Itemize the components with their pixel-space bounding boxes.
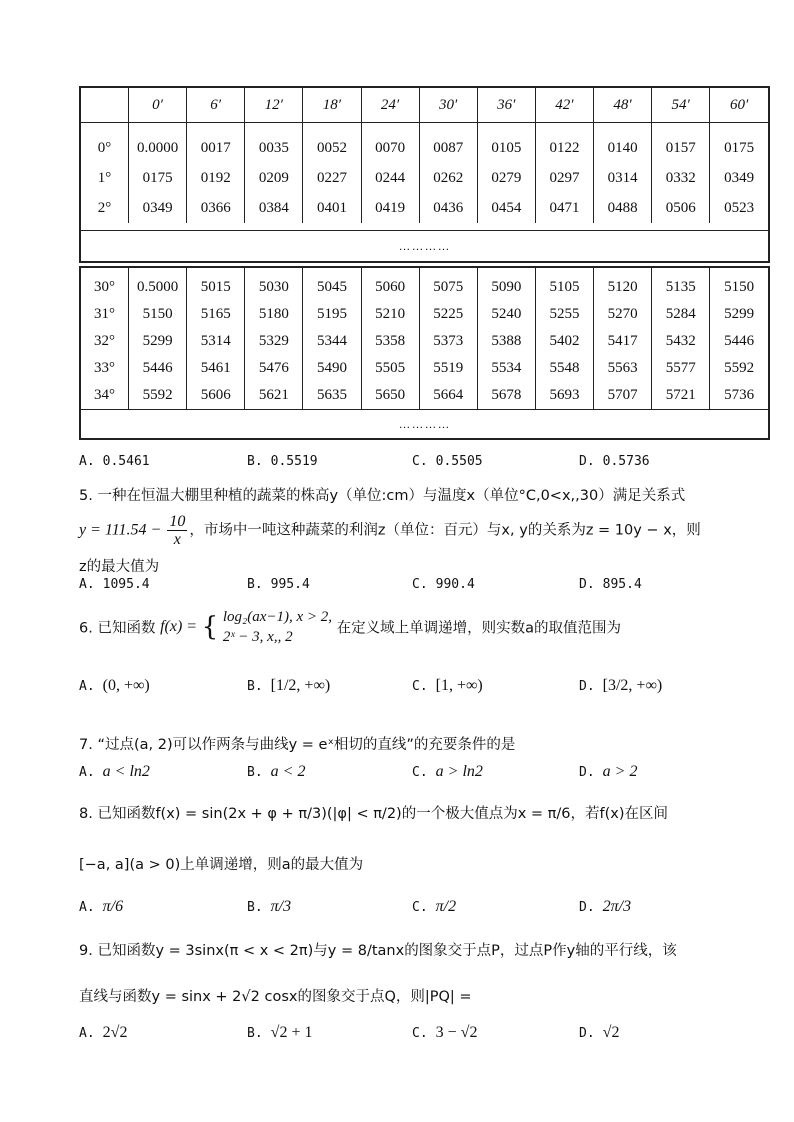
table-row — [81, 193, 768, 223]
q7-option-b[interactable] — [247, 763, 305, 781]
sine-table-bottom-grid — [81, 268, 768, 409]
table-row — [81, 355, 768, 382]
q9-option-a[interactable] — [79, 1024, 127, 1042]
value-cell: 5721 — [652, 382, 710, 409]
value-cell: 0192 — [187, 163, 245, 193]
value-cell: 5210 — [361, 301, 419, 328]
value-cell: 0244 — [361, 163, 419, 193]
option-key: C. — [412, 900, 428, 915]
option-key: A. — [79, 577, 95, 592]
option-text: [1, +∞) — [435, 677, 483, 694]
option-key: A. — [79, 679, 95, 694]
value-cell: 5461 — [187, 355, 245, 382]
option-text: 990.4 — [435, 577, 475, 592]
option-key: B. — [247, 454, 263, 469]
value-cell: 0366 — [187, 193, 245, 223]
value-cell: 5045 — [303, 268, 361, 301]
q5-option-c[interactable] — [412, 577, 475, 592]
option-text: 1095.4 — [102, 577, 150, 592]
sine-table-bottom — [79, 266, 770, 440]
value-cell: 5563 — [594, 355, 652, 382]
value-cell: 5180 — [245, 301, 303, 328]
value-cell: 5446 — [129, 355, 187, 382]
value-cell: 5299 — [710, 301, 768, 328]
value-cell: 0017 — [187, 123, 245, 164]
value-cell: 0401 — [303, 193, 361, 223]
value-cell: 5240 — [477, 301, 535, 328]
value-cell: 5664 — [419, 382, 477, 409]
value-cell: 5505 — [361, 355, 419, 382]
q6-option-c[interactable] — [412, 677, 483, 695]
value-cell: 0332 — [652, 163, 710, 193]
table-corner-cell — [81, 88, 129, 123]
option-text: [1/2, +∞) — [270, 677, 331, 694]
q9-stem-line1: 9. 已知函数y = 3sinx(π < x < 2π)与y = 8/tanx的图象交于点P，过点P作y轴的平行线，该 — [79, 943, 677, 959]
option-text: [3/2, +∞) — [602, 677, 663, 694]
value-cell: 0436 — [419, 193, 477, 223]
value-cell: 5344 — [303, 328, 361, 355]
option-key: B. — [247, 900, 263, 915]
option-text: a > ln2 — [435, 763, 483, 780]
value-cell: 5519 — [419, 355, 477, 382]
value-cell: 0297 — [535, 163, 593, 193]
value-cell: 0506 — [652, 193, 710, 223]
option-text: 0.5505 — [435, 454, 483, 469]
q5-stem-line2 — [79, 513, 701, 548]
option-text: π/3 — [270, 898, 292, 915]
value-cell: 5090 — [477, 268, 535, 301]
option-text: 895.4 — [602, 577, 642, 592]
q6-option-b[interactable] — [247, 677, 330, 695]
value-cell: 5388 — [477, 328, 535, 355]
q5-stem-line3: z的最大值为 — [79, 559, 160, 575]
degree-cell: 30° — [94, 279, 115, 295]
option-key: B. — [247, 679, 263, 694]
value-cell: 5373 — [419, 328, 477, 355]
degree-cell: 32° — [94, 333, 115, 349]
q6-option-a[interactable] — [79, 677, 150, 695]
value-cell: 0349 — [129, 193, 187, 223]
option-key: C. — [412, 765, 428, 780]
q6-lead: 6. 已知函数 — [79, 620, 156, 637]
value-cell: 5606 — [187, 382, 245, 409]
option-text: (0, +∞) — [102, 677, 150, 694]
degree-cell: 2° — [97, 199, 112, 216]
q5-formula-fraction — [167, 513, 187, 548]
table-row — [81, 123, 768, 164]
minute-header: 24′ — [361, 88, 419, 123]
option-text: √2 + 1 — [270, 1024, 313, 1041]
value-cell: 0227 — [303, 163, 361, 193]
value-cell: 0314 — [594, 163, 652, 193]
q9-option-c[interactable] — [412, 1024, 477, 1042]
q8-stem-line2: [−a, a](a > 0)上单调递增，则a的最大值为 — [79, 857, 364, 873]
degree-cell: 31° — [94, 306, 115, 322]
q7-option-d[interactable] — [579, 763, 637, 781]
option-key: A. — [79, 900, 95, 915]
option-key: C. — [412, 1026, 428, 1041]
value-cell: 5270 — [594, 301, 652, 328]
value-cell: 5150 — [129, 301, 187, 328]
value-cell: 0209 — [245, 163, 303, 193]
value-cell: 0488 — [594, 193, 652, 223]
value-cell: 5693 — [535, 382, 593, 409]
value-cell: 5105 — [535, 268, 593, 301]
value-cell: 5165 — [187, 301, 245, 328]
sine-table-top — [79, 86, 770, 263]
q5-option-d[interactable] — [579, 577, 642, 592]
option-key: C. — [412, 577, 428, 592]
q6-fx: f(x) = — [160, 618, 198, 635]
value-cell: 0157 — [652, 123, 710, 164]
value-cell: 0523 — [710, 193, 768, 223]
value-cell: 0087 — [419, 123, 477, 164]
value-cell: 0175 — [710, 123, 768, 164]
value-cell: 5358 — [361, 328, 419, 355]
q5-option-b[interactable] — [247, 577, 310, 592]
degree-cell: 1° — [97, 169, 112, 186]
value-cell: 5635 — [303, 382, 361, 409]
value-cell: 5255 — [535, 301, 593, 328]
option-text: 995.4 — [270, 577, 310, 592]
value-cell: 5548 — [535, 355, 593, 382]
value-cell: 5417 — [594, 328, 652, 355]
option-text: a < 2 — [270, 763, 306, 780]
value-cell: 5299 — [129, 328, 187, 355]
q6-option-d[interactable] — [579, 677, 662, 695]
q8-option-c[interactable] — [412, 898, 456, 916]
value-cell: 0052 — [303, 123, 361, 164]
option-text: a < ln2 — [102, 763, 150, 780]
value-cell: 5135 — [652, 268, 710, 301]
value-cell: 5402 — [535, 328, 593, 355]
q6-options — [79, 677, 699, 701]
option-key: A. — [79, 1026, 95, 1041]
value-cell: 5476 — [245, 355, 303, 382]
table-row — [81, 301, 768, 328]
value-cell: 0140 — [594, 123, 652, 164]
q9-options — [79, 1024, 699, 1048]
value-cell: 5075 — [419, 268, 477, 301]
value-cell: 5329 — [245, 328, 303, 355]
table-ellipsis: ………… — [81, 409, 768, 438]
value-cell: 0262 — [419, 163, 477, 193]
q9-stem-line2: 直线与函数y = sinx + 2√2 cosx的图象交于点Q，则|PQ| = — [79, 989, 472, 1005]
option-key: B. — [247, 765, 263, 780]
sine-table-top-grid — [81, 88, 768, 223]
minute-header: 54′ — [652, 88, 710, 123]
q6-piecewise — [223, 607, 332, 647]
option-key: B. — [247, 1026, 263, 1041]
q6-stem — [79, 607, 621, 651]
q8-option-b[interactable] — [247, 898, 291, 916]
minute-header: 12′ — [245, 88, 303, 123]
table-ellipsis: ………… — [81, 230, 768, 261]
value-cell: 0.5000 — [129, 268, 187, 301]
table-row — [81, 328, 768, 355]
q8-option-a[interactable] — [79, 898, 123, 916]
option-key: D. — [579, 1026, 595, 1041]
option-key: B. — [247, 577, 263, 592]
value-cell: 5195 — [303, 301, 361, 328]
option-text: π/6 — [102, 898, 124, 915]
q7-option-c[interactable] — [412, 763, 483, 781]
option-text: 0.5736 — [602, 454, 650, 469]
q8-options — [79, 898, 699, 922]
q7-options — [79, 763, 699, 787]
q5-option-a[interactable] — [79, 577, 150, 592]
value-cell: 0419 — [361, 193, 419, 223]
value-cell: 5707 — [594, 382, 652, 409]
q5-stem-line1: 5. 一种在恒温大棚里种植的蔬菜的株高y（单位:cm）与温度x（单位°C,0<x,,30）满足关系式 — [79, 488, 686, 504]
value-cell: 5120 — [594, 268, 652, 301]
option-text: π/2 — [435, 898, 457, 915]
minute-header: 36′ — [477, 88, 535, 123]
q4-option-c[interactable] — [412, 454, 483, 469]
option-key: D. — [579, 900, 595, 915]
option-key: D. — [579, 577, 595, 592]
option-key: C. — [412, 679, 428, 694]
q5-stem-rest: ，市场中一吨这种蔬菜的利润z（单位：百元）与x, y的关系为z = 10y − x，则 — [189, 522, 701, 539]
option-key: D. — [579, 679, 595, 694]
value-cell: 5030 — [245, 268, 303, 301]
value-cell: 5060 — [361, 268, 419, 301]
table-header-row — [81, 88, 768, 123]
value-cell: 5150 — [710, 268, 768, 301]
value-cell: 5678 — [477, 382, 535, 409]
q5-formula-lead: y = 111.54 − — [79, 521, 166, 539]
option-key: D. — [579, 454, 595, 469]
q8-stem-line1: 8. 已知函数f(x) = sin(2x + φ + π/3)(|φ| < π/2)的一个极大值点为x = π/6，若f(x)在区间 — [79, 806, 668, 822]
value-cell: 0384 — [245, 193, 303, 223]
option-text: 0.5519 — [270, 454, 318, 469]
value-cell: 0.0000 — [129, 123, 187, 164]
fraction-denominator: x — [173, 531, 181, 548]
value-cell: 5592 — [129, 382, 187, 409]
option-text: 2√2 — [102, 1024, 128, 1041]
value-cell: 5432 — [652, 328, 710, 355]
value-cell: 0105 — [477, 123, 535, 164]
option-key: A. — [79, 765, 95, 780]
value-cell: 0175 — [129, 163, 187, 193]
value-cell: 5284 — [652, 301, 710, 328]
value-cell: 0349 — [710, 163, 768, 193]
option-text: 2π/3 — [602, 898, 632, 915]
table-row — [81, 163, 768, 193]
q6-rest: 在定义域上单调递增，则实数a的取值范围为 — [336, 620, 622, 637]
q5-options — [79, 577, 699, 601]
value-cell: 5577 — [652, 355, 710, 382]
table-row — [81, 268, 768, 301]
minute-header: 60′ — [710, 88, 768, 123]
value-cell: 5015 — [187, 268, 245, 301]
value-cell: 0454 — [477, 193, 535, 223]
value-cell: 0070 — [361, 123, 419, 164]
value-cell: 5446 — [710, 328, 768, 355]
value-cell: 0471 — [535, 193, 593, 223]
q4-options — [79, 454, 699, 478]
value-cell: 5225 — [419, 301, 477, 328]
q4-option-b[interactable] — [247, 454, 318, 469]
value-cell: 5650 — [361, 382, 419, 409]
q6-case2: 2ˣ − 3, x,, 2 — [222, 629, 293, 645]
q4-option-a[interactable] — [79, 454, 150, 469]
value-cell: 5314 — [187, 328, 245, 355]
fraction-numerator: 10 — [169, 513, 186, 530]
option-text: a > 2 — [602, 763, 638, 780]
q7-option-a[interactable] — [79, 763, 150, 781]
q6-case1: log₂(ax−1), x > 2, — [222, 609, 333, 625]
value-cell: 5736 — [710, 382, 768, 409]
option-text: 0.5461 — [102, 454, 150, 469]
option-text: 3 − √2 — [435, 1024, 478, 1041]
left-brace-icon: { — [201, 612, 219, 642]
q7-stem: 7. “过点(a, 2)可以作两条与曲线y = eˣ相切的直线”的充要条件的是 — [79, 737, 516, 753]
option-key: C. — [412, 454, 428, 469]
value-cell: 0122 — [535, 123, 593, 164]
degree-cell: 33° — [94, 360, 115, 376]
q4-option-d[interactable] — [579, 454, 650, 469]
minute-header: 6′ — [187, 88, 245, 123]
value-cell: 5621 — [245, 382, 303, 409]
minute-header: 42′ — [535, 88, 593, 123]
value-cell: 5490 — [303, 355, 361, 382]
q9-option-b[interactable] — [247, 1024, 312, 1042]
q8-option-d[interactable] — [579, 898, 631, 916]
minute-header: 18′ — [303, 88, 361, 123]
value-cell: 5592 — [710, 355, 768, 382]
minute-header: 48′ — [594, 88, 652, 123]
minute-header: 30′ — [419, 88, 477, 123]
table-row — [81, 382, 768, 409]
option-key: D. — [579, 765, 595, 780]
minute-header: 0′ — [129, 88, 187, 123]
degree-cell: 0° — [97, 139, 112, 156]
q9-option-d[interactable] — [579, 1024, 619, 1042]
value-cell: 5534 — [477, 355, 535, 382]
option-text: √2 — [602, 1024, 620, 1041]
degree-cell: 34° — [94, 387, 115, 403]
option-key: A. — [79, 454, 95, 469]
value-cell: 0035 — [245, 123, 303, 164]
value-cell: 0279 — [477, 163, 535, 193]
